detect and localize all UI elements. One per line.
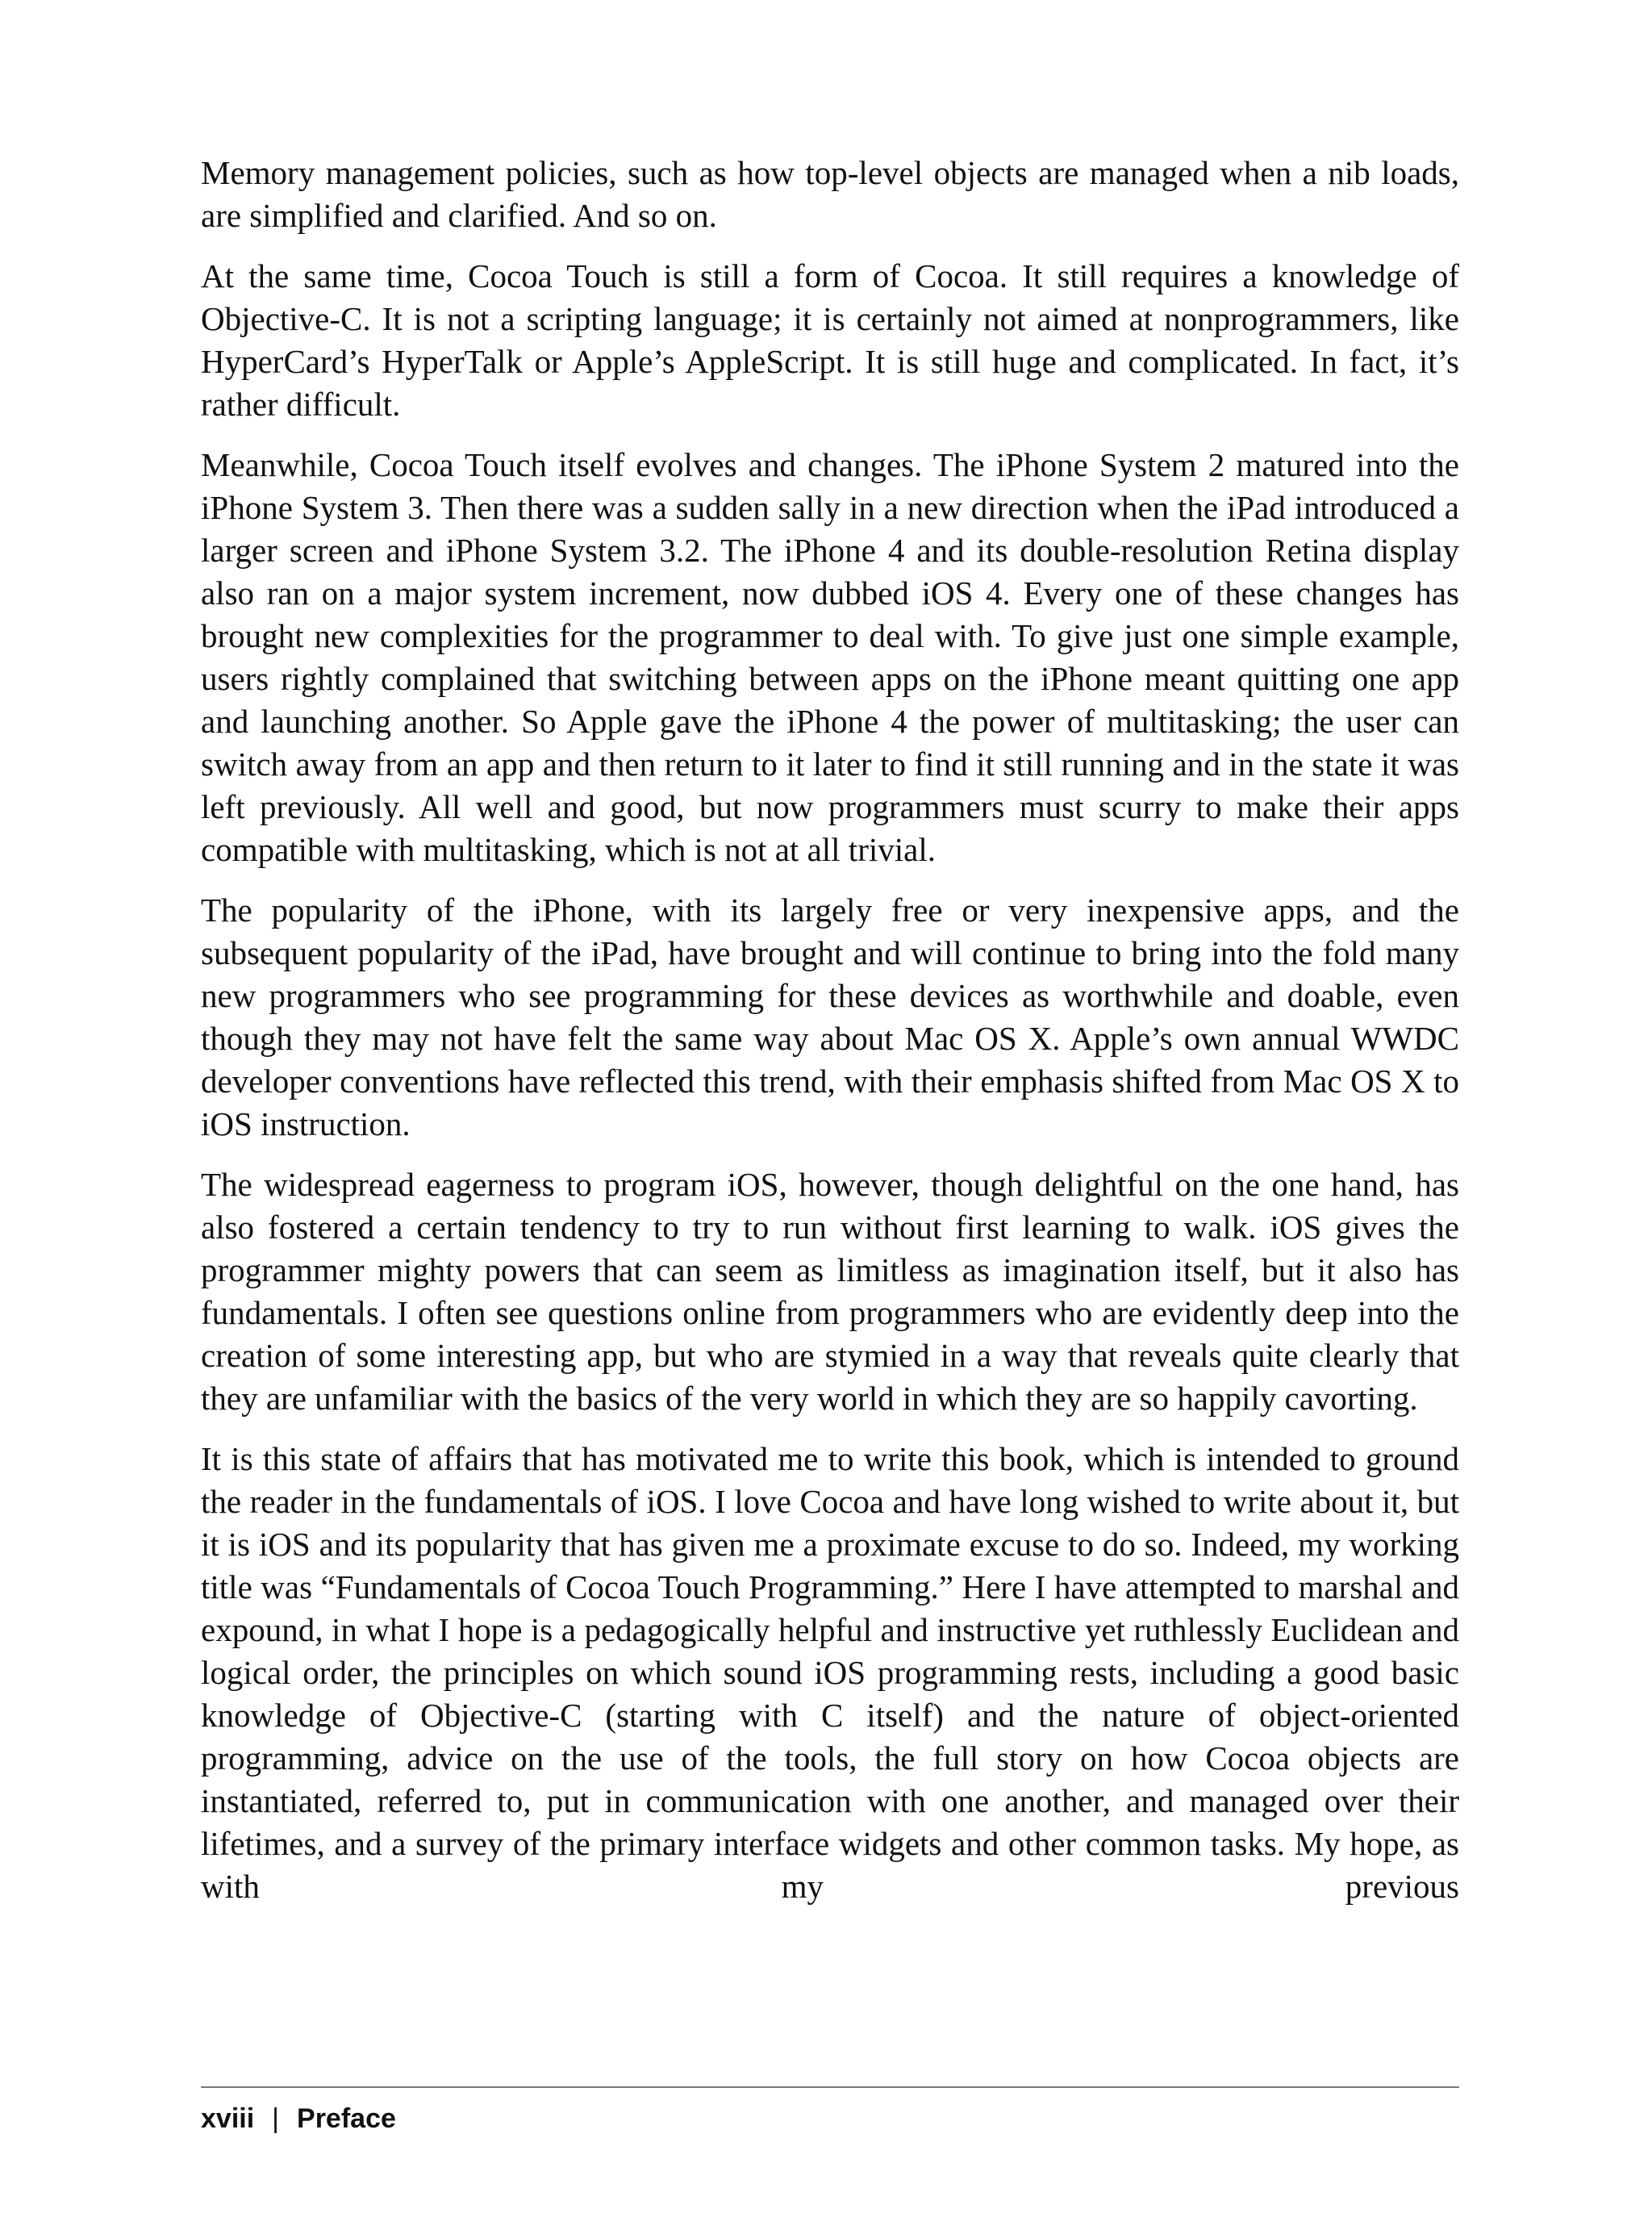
paragraph-memory-management: Memory management policies, such as how top-level objects are managed when a nib loads, are simplified and clarified. And so on. [201,154,1459,234]
paragraph-iphone-popularity: The popularity of the iPhone, with its largely free or very inexpensive apps, and the subsequent popularity of the iPad, have brought and will continue to bring into the fold many new programmers who see programming for these devices as worthwhile and doable, even though they may not have felt the same way about Mac OS X. Apple’s own annual WWDC developer conventions have reflected this trend, with their emphasis shifted from Mac OS X to iOS instruction. [201,891,1459,1142]
paragraph-cocoa-touch-still-cocoa: At the same time, Cocoa Touch is still a form of Cocoa. It still requires a knowledge of Objective-C. It is not a scripting language; it is certainly not aimed at nonprogrammers, like HyperCard’s HyperTalk or Apple’s AppleScript. It is still huge and complicated. In fact, it’s rather difficult. [201,257,1459,423]
page-number: xviii [201,2103,255,2134]
page-body [201,152,1459,1926]
footer-divider [201,2086,1459,2088]
section-title: Preface [297,2103,396,2134]
footer-separator: | [272,2103,280,2134]
paragraph-motivation: It is this state of affairs that has motivated me to write this book, which is intended to ground the reader in the fundamentals of iOS. I love Cocoa and have long wished to write about it, but it is iOS and its popularity that has given me a proximate excuse to do so. Indeed, my working title was “Fundamentals of Cocoa Touch Programming.” Here I have attempted to marshal and expound, in what I hope is a pedagogically helpful and instructive yet ruthlessly Euclidean and logical order, the principles on which sound iOS programming rests, including a good basic knowledge of Objective-C (starting with C itself) and the nature of object-oriented programming, advice on the use of the tools, the full story on how Cocoa objects are instantiated, referred to, put in communication with one another, and managed over their lifetimes, and a survey of the primary interface widgets and other common tasks. My hope, as with my previous [201,1440,1459,1905]
paragraph-cocoa-touch-evolves: Meanwhile, Cocoa Touch itself evolves and changes. The iPhone System 2 matured into the iPhone System 3. Then there was a sudden sally in a new direction when the iPad introduced a larger screen and iPhone System 3.2. The iPhone 4 and its double-resolution Retina display also ran on a major system increment, now dubbed iOS 4. Every one of these changes has brought new complexities for the programmer to deal with. To give just one simple example, users rightly complained that switching between apps on the iPhone meant quitting one app and launching another. So Apple gave the iPhone 4 the power of multitasking; the user can switch away from an app and then return to it later to find it still running and in the state it was left previously. All well and good, but now programmers must scurry to make their apps compatible with multitasking, which is not at all trivial. [201,446,1459,868]
page-footer [201,2102,396,2135]
paragraph-widespread-eagerness: The widespread eagerness to program iOS, however, though delightful on the one hand, has also fostered a certain tendency to try to run without first learning to walk. iOS gives the programmer mighty powers that can seem as limitless as imagination itself, but it also has fundamentals. I often see questions online from programmers who are evidently deep into the creation of some interesting app, but who are stymied in a way that reveals quite clearly that they are unfamiliar with the basics of the very world in which they are so happily cavorting. [201,1166,1459,1417]
